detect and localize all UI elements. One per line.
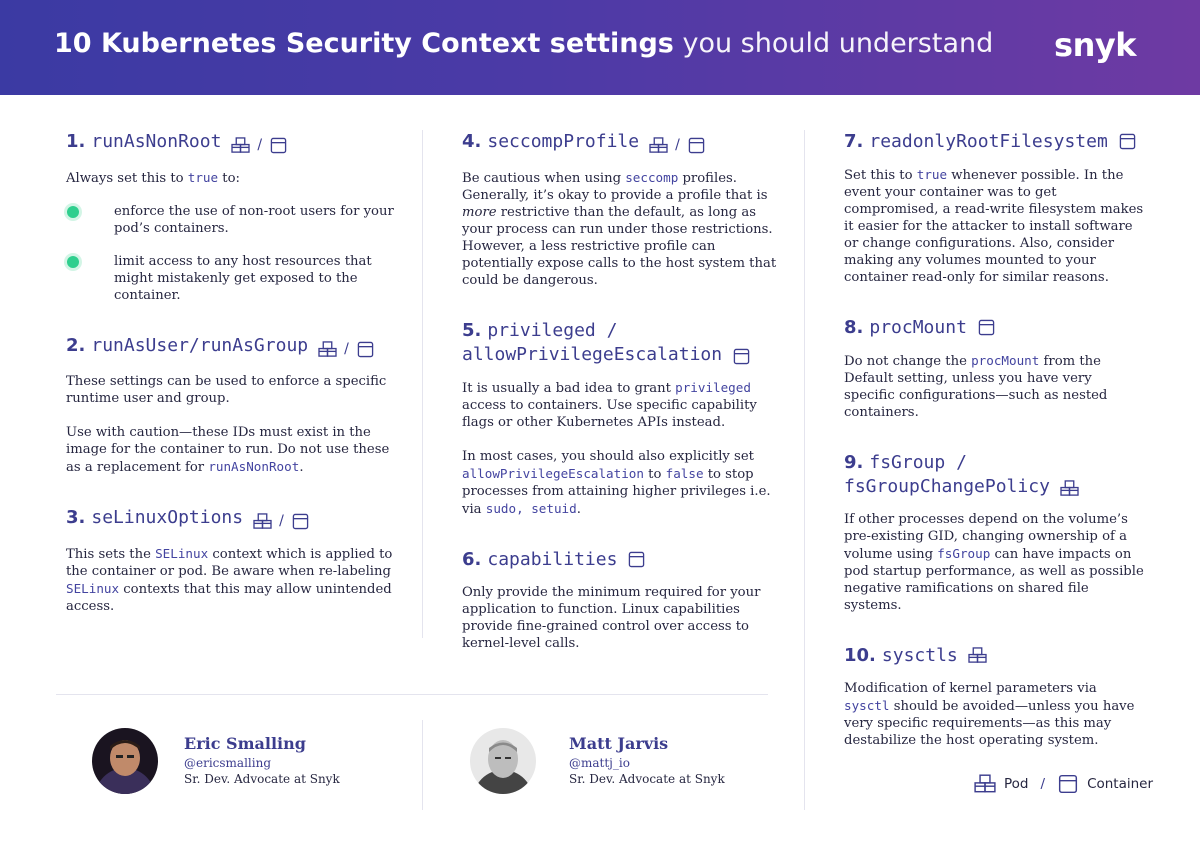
section-heading	[66, 334, 396, 361]
icon-separator: /	[257, 137, 263, 153]
container-icon	[732, 348, 751, 365]
author-divider	[422, 720, 423, 810]
author-name: Eric Smalling	[184, 734, 306, 753]
section-text: Always set this to true to:	[66, 170, 240, 186]
section-text: Only provide the minimum required for your application to function. Linux capabilities provide fine-grained control over access to kernel-level calls.	[462, 585, 761, 651]
section-heading	[844, 644, 1144, 668]
list-item: limit access to any host resources that might mistakenly get exposed to the container.	[66, 253, 396, 304]
section-number: 9.	[844, 452, 864, 473]
container-icon	[1118, 133, 1137, 150]
section-sysctls	[844, 644, 1144, 749]
footer-divider	[56, 694, 768, 695]
section-name: privileged /	[487, 320, 618, 341]
section-text: Be cautious when using seccomp profiles. Generally, it’s okay to provide a profile that is more restrictive than the default, as long as your process can run under those restrictions. However, a less restrictive profile can potentially expose calls to the host system that could be dangerous.	[462, 170, 777, 288]
pod-icon	[253, 513, 272, 530]
container-icon	[291, 513, 310, 530]
snyk-logo: snyk	[1054, 26, 1136, 64]
icon-legend	[974, 774, 1153, 794]
section-privileged	[462, 319, 777, 518]
pod-icon	[968, 647, 987, 664]
section-heading	[66, 506, 396, 533]
section-number: 4.	[462, 131, 482, 152]
section-name: runAsUser/runAsGroup	[91, 335, 309, 356]
avatar	[92, 728, 158, 794]
header-banner	[0, 0, 1200, 95]
section-number: 1.	[66, 131, 86, 152]
section-procmount	[844, 316, 1144, 421]
column-3	[844, 130, 1144, 779]
section-name: runAsNonRoot	[91, 131, 222, 152]
section-heading	[462, 319, 777, 367]
legend-separator: /	[1040, 776, 1046, 792]
section-runasuser	[66, 334, 396, 476]
column-divider-2	[804, 130, 805, 810]
pod-icon	[231, 137, 250, 154]
bullet-dot-icon	[67, 256, 79, 268]
container-icon	[269, 137, 288, 154]
pod-icon	[649, 137, 668, 154]
section-heading	[844, 316, 1144, 340]
pod-icon	[974, 774, 996, 794]
icon-separator: /	[344, 341, 349, 357]
list-item: enforce the use of non-root users for your pod’s containers.	[66, 203, 396, 237]
section-name: sysctls	[881, 645, 958, 666]
section-text: These settings can be used to enforce a specific runtime user and group.	[66, 374, 387, 406]
avatar	[470, 728, 536, 794]
section-heading	[462, 130, 777, 157]
section-number: 8.	[844, 317, 864, 338]
column-2	[462, 130, 777, 682]
bullet-dot-icon	[67, 206, 79, 218]
section-heading	[844, 451, 1144, 499]
section-name: capabilities	[487, 549, 618, 570]
bullet-list	[66, 203, 396, 304]
section-number: 2.	[66, 335, 86, 356]
page-title-light: you should understand	[682, 28, 994, 59]
container-icon	[977, 319, 996, 336]
container-icon	[356, 341, 375, 358]
author-name: Matt Jarvis	[569, 734, 669, 753]
legend-container-label: Container	[1087, 776, 1154, 792]
pod-icon	[1060, 480, 1079, 497]
container-icon	[1057, 774, 1079, 794]
section-text: Set this to true whenever possible. In the event your container was to get compromised, a read-write filesystem makes it easier for the attacker to install software or change configurations. Also, consider making any volumes mounted to your container read-only for similar reasons.	[844, 167, 1144, 285]
section-number: 10.	[844, 645, 876, 666]
section-heading	[66, 130, 396, 157]
section-text: Use with caution—these IDs must exist in the image for the container to run. Do not use these as a replacement for runAsNonRoot.	[66, 425, 390, 475]
section-fsgroup	[844, 451, 1144, 614]
section-readonlyrootfilesystem	[844, 130, 1144, 286]
page-title-bold: 10 Kubernetes Security Context settings	[54, 28, 674, 59]
column-1	[66, 130, 396, 645]
pod-icon	[318, 341, 337, 358]
page-title	[54, 28, 993, 59]
section-capabilities	[462, 548, 777, 652]
section-text: It is usually a bad idea to grant privileged access to containers. Use specific capability flags or other Kubernetes APIs instead.	[462, 380, 757, 430]
section-text: Do not change the procMount from the Default setting, unless you have very specific configurations—such as nested containers.	[844, 353, 1108, 420]
section-name: seccompProfile	[487, 131, 640, 152]
container-icon	[687, 137, 706, 154]
section-selinuxoptions	[66, 506, 396, 615]
legend-pod-label: Pod	[1004, 776, 1029, 792]
section-name: procMount	[869, 317, 967, 338]
section-text: Modification of kernel parameters via sysctl should be avoided—unless you have very specific requirements—as this may destabilize the host operating system.	[844, 681, 1135, 748]
section-seccompprofile	[462, 130, 777, 289]
section-number: 7.	[844, 131, 864, 152]
section-number: 3.	[66, 507, 86, 528]
section-number: 5.	[462, 320, 482, 341]
section-name: seLinuxOptions	[91, 507, 244, 528]
icon-separator: /	[279, 513, 284, 529]
section-text: This sets the SELinux context which is applied to the container or pod. Be aware when re-labeling SELinux contexts that this may allow unintended access.	[66, 546, 393, 614]
author-handle[interactable]: @ericsmalling	[184, 756, 272, 770]
section-name-line2: fsGroupChangePolicy	[844, 476, 1050, 497]
container-icon	[627, 551, 646, 568]
section-text: If other processes depend on the volume’s pre-existing GID, changing ownership of a volume using fsGroup can have impacts on pod startup performance, as well as possible negative ramifications on shared file systems.	[844, 512, 1144, 613]
section-runasnonroot	[66, 130, 396, 304]
section-heading	[844, 130, 1144, 154]
section-text: In most cases, you should also explicitly set allowPrivilegeEscalation to false to stop processes from attaining higher privileges i.e. via sudo, setuid.	[462, 449, 771, 517]
column-divider-1	[422, 130, 423, 638]
section-number: 6.	[462, 549, 482, 570]
author-handle[interactable]: @mattj_io	[569, 756, 630, 770]
author-role: Sr. Dev. Advocate at Snyk	[569, 772, 725, 786]
section-name: readonlyRootFilesystem	[869, 131, 1108, 152]
section-heading	[462, 548, 777, 572]
section-name: fsGroup /	[869, 452, 967, 473]
icon-separator: /	[675, 137, 680, 153]
section-name-line2: allowPrivilegeEscalation	[462, 344, 723, 365]
author-role: Sr. Dev. Advocate at Snyk	[184, 772, 340, 786]
